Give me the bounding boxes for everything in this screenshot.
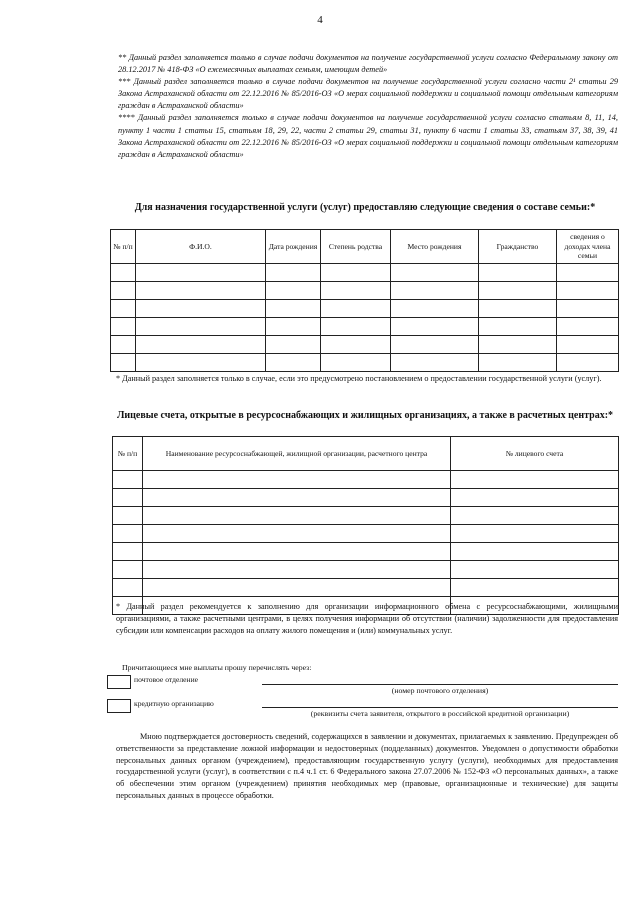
family-table [110, 229, 619, 372]
table-row [111, 318, 619, 336]
table-row [113, 561, 619, 579]
consent-text: Мною подтверждается достоверность сведений, содержащихся в заявлении и документах, прилагаемых к заявлению. Предупрежден об ответственности за представление ложной информации и недостоверных (подделанных) документов. Уведомлен о допустимости обработки персональных данных органом (учреждением), предоставляющим государственную услугу (услуги), необходимых для предоставления государственной услуги (услуг), в соответствии с п.4 ч.1 ст. 6 Федерального закона 27.07.2006 № 152-ФЗ «О персональных данных», а также об обеспечении этим органом (учреждением) принятия необходимых мер (правовые, организационные и технические) для защиты персональных данных в процессе обработки. [116, 732, 618, 800]
table-row [113, 525, 619, 543]
family-footnote: * Данный раздел заполняется только в случае, если это предусмотрено постановлением о предоставлении государственной услуги (услуг). [116, 374, 602, 383]
accounts-section-title: Лицевые счета, открытые в ресурсоснабжающих и жилищных организациях, а также в расчетных центрах:* [116, 410, 614, 421]
table-row [111, 336, 619, 354]
bank-account-line[interactable] [262, 707, 618, 708]
bank-label: кредитную организацию [134, 699, 214, 708]
family-table-header [111, 230, 619, 264]
post-office-number-line[interactable] [262, 684, 618, 685]
note-three-stars: *** Данный раздел заполняется только в случае подачи документов на получение государственной услуги согласно части 2¹ статьи 29 Закона Астраханской области от 22.12.2016 № 85/2016-ОЗ «О мерах социальной поддержки и социальной помощи отдельным категориям граждан в Астраханской области» [118, 77, 618, 111]
family-col-relation: Степень родства [321, 230, 391, 264]
table-row [113, 579, 619, 597]
table-row [113, 471, 619, 489]
table-row [111, 282, 619, 300]
note-four-stars: **** Данный раздел заполняется только в случае подачи документов на получение государственной услуги согласно статьям 8, 11, 14, пункту 1 части 1 статьи 15, статьям 18, 29, 22, части 2 статьи 29, статьи 31, пункту 6 части 1 статьи 33, статьям 37, 38, 39, 41 Закона Астраханской области от 22.12.2016 № 85/2016-ОЗ «О мерах социальной поддержки и социальной помощи отдельным категориям граждан в Астраханской области» [118, 113, 618, 159]
accounts-col-account: № лицевого счета [451, 437, 619, 471]
family-col-birthplace: Место рождения [391, 230, 479, 264]
table-row [113, 507, 619, 525]
table-row [111, 300, 619, 318]
accounts-table [112, 436, 619, 615]
family-col-income: сведения о доходах члена семьи [557, 230, 619, 264]
consent-paragraph [116, 731, 618, 802]
family-section-title: Для назначения государственной услуги (услуг) предоставляю следующие сведения о составе семьи:* [134, 202, 596, 213]
notes-block [118, 52, 618, 161]
bank-checkbox[interactable] [107, 699, 131, 713]
post-office-label: почтовое отделение [134, 675, 198, 684]
table-row [113, 543, 619, 561]
accounts-footnote: * Данный раздел рекомендуется к заполнению для организации информационного обмена с ресурсоснабжающими, жилищными организациями, а также расчетными центрами, в целях получения информации об отсутствии (наличии) задолженности для предоставления субсидии или компенсации расходов на оплату жилого помещения и (или) коммунальных услуг. [116, 602, 618, 635]
family-col-name: Ф.И.О. [136, 230, 266, 264]
accounts-col-num: № п/п [113, 437, 143, 471]
post-office-caption: (номер почтового отделения) [391, 686, 489, 695]
accounts-table-header [113, 437, 619, 471]
table-row [111, 354, 619, 372]
page-number: 4 [317, 14, 323, 26]
family-col-birthdate: Дата рождения [266, 230, 321, 264]
post-office-checkbox[interactable] [107, 675, 131, 689]
payment-intro: Причитающиеся мне выплаты прошу перечислять через: [122, 663, 312, 672]
family-col-citizenship: Гражданство [479, 230, 557, 264]
accounts-col-org: Наименование ресурсоснабжающей, жилищной организации, расчетного центра [143, 437, 451, 471]
bank-caption: (реквизиты счета заявителя, открытого в российской кредитной организации) [310, 709, 570, 718]
table-row [111, 264, 619, 282]
table-row [113, 489, 619, 507]
family-col-num: № п/п [111, 230, 136, 264]
note-two-stars: ** Данный раздел заполняется только в случае подачи документов на получение государственной услуги согласно Федеральному закону от 28.12.2017 № 418-ФЗ «О ежемесячных выплатах семьям, имеющим детей» [118, 53, 618, 75]
